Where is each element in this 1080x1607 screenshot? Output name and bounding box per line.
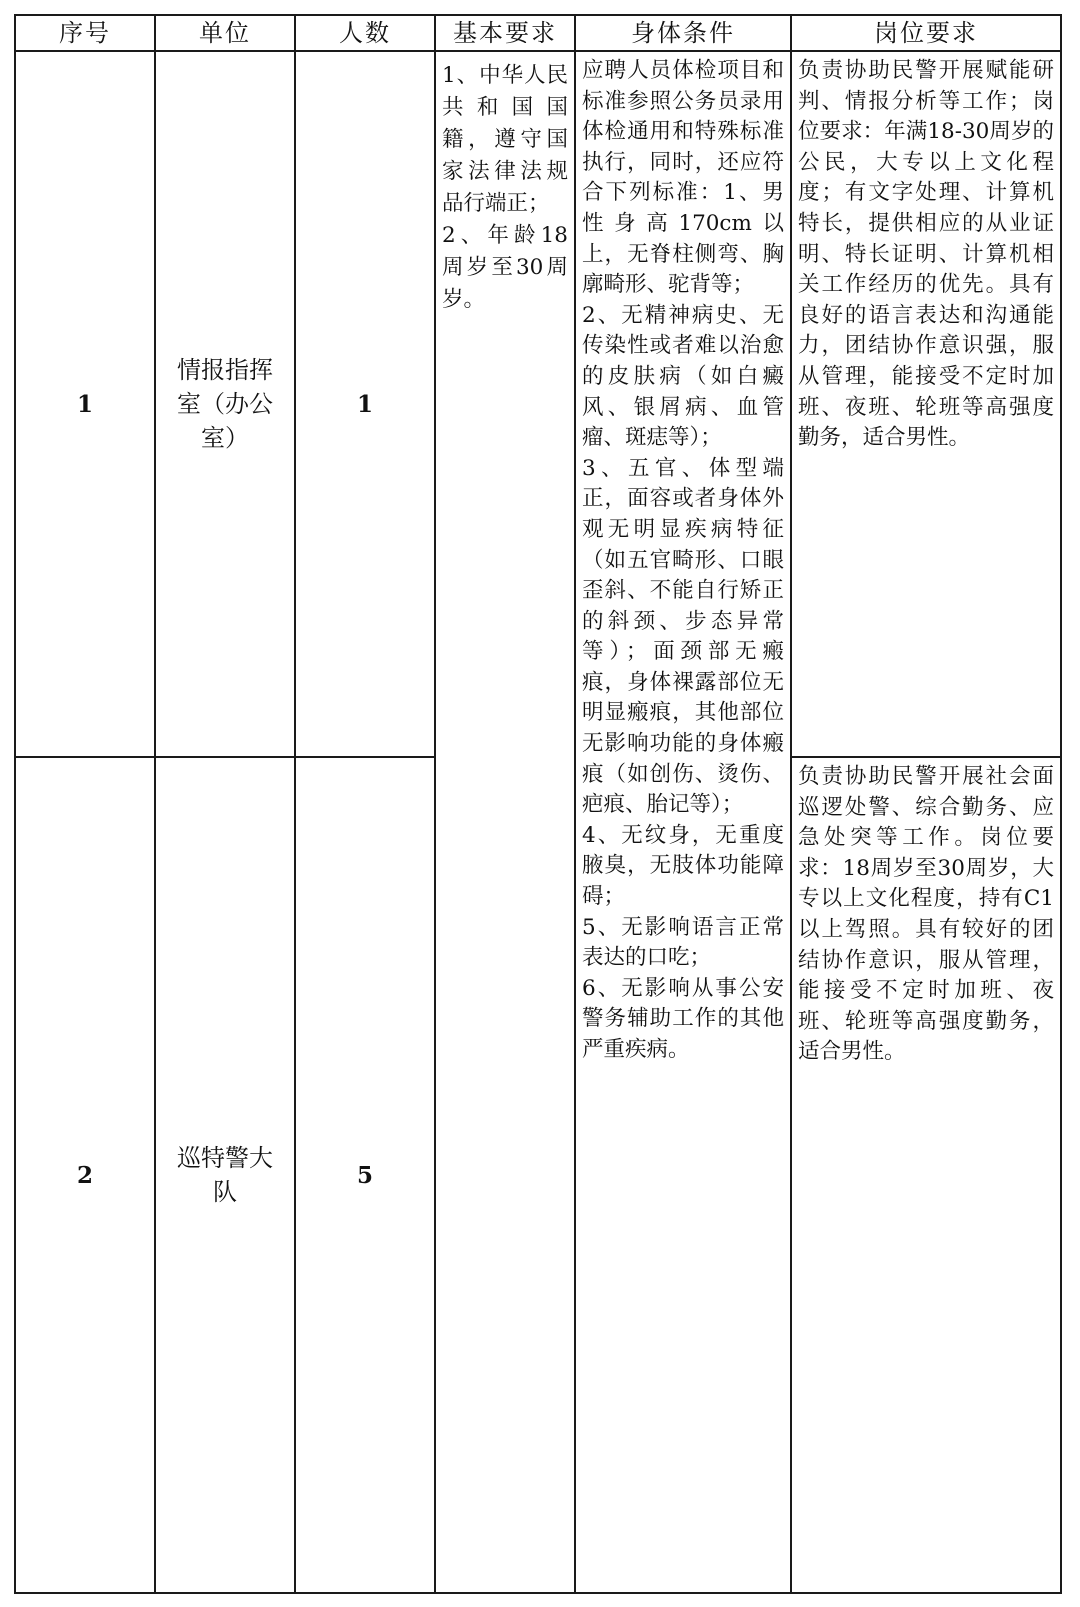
row-count: 1 — [295, 51, 435, 757]
basic-requirements-text: 1、中华人民共和国国籍，遵守国家法律法规品行端正； 2、年龄18周岁至30周岁。 — [442, 63, 568, 312]
physical-conditions-cell — [575, 51, 791, 1593]
basic-requirements-cell — [435, 51, 575, 1593]
header-no: 序号 — [15, 15, 155, 51]
header-body: 身体条件 — [575, 15, 791, 51]
physical-conditions-text: 应聘人员体检项目和标准参照公务员录用体检通用和特殊标准执行，同时，还应符合下列标准：1、男性身高170cm以上，无脊柱侧弯、胸廓畸形、驼背等； 2、无精神病史、无传染性或者难以治愈的皮肤病（如白癜风、银屑病、血管瘤、斑痣等）； 3、五官、体型端正，面容或者身体外观无明显疾病特征（如五官畸形、口眼歪斜、不能自行矫正的斜颈、步态异常等）；面颈部无瘢痕，身体裸露部位无明显瘢痕，其他部位无影响功能的身体瘢痕（如创伤、烫伤、疤痕、胎记等）； 4、无纹身，无重度腋臭，无肢体功能障碍； 5、无影响语言正常表达的口吃； 6、无影响从事公安警务辅助工作的其他严重疾病。 — [582, 58, 784, 1062]
post-requirements-cell — [791, 757, 1061, 1593]
row-number: 2 — [15, 757, 155, 1593]
header-post: 岗位要求 — [791, 15, 1061, 51]
header-unit: 单位 — [155, 15, 295, 51]
post-requirements-cell — [791, 51, 1061, 757]
header-row — [15, 15, 1061, 51]
post-requirements-text: 负责协助民警开展社会面巡逻处警、综合勤务、应急处突等工作。岗位要求：18周岁至30周岁，大专以上文化程度，持有C1以上驾照。具有较好的团结协作意识，服从管理，能接受不定时加班、夜班、轮班等高强度勤务，适合男性。 — [798, 764, 1054, 1065]
post-requirements-text: 负责协助民警开展赋能研判、情报分析等工作；岗位要求：年满18-30周岁的公民，大专以上文化程度；有文字处理、计算机特长，提供相应的从业证明、特长证明、计算机相关工作经历的优先。具有良好的语言表达和沟通能力，团结协作意识强，服从管理，能接受不定时加班、夜班、轮班等高强度勤务，适合男性。 — [798, 58, 1054, 451]
row-unit: 情报指挥室（办公室） — [155, 51, 295, 757]
row-number: 1 — [15, 51, 155, 757]
recruitment-table — [14, 14, 1062, 1594]
row-unit: 巡特警大队 — [155, 757, 295, 1593]
header-basic: 基本要求 — [435, 15, 575, 51]
table-row — [15, 51, 1061, 757]
row-count: 5 — [295, 757, 435, 1593]
header-count: 人数 — [295, 15, 435, 51]
